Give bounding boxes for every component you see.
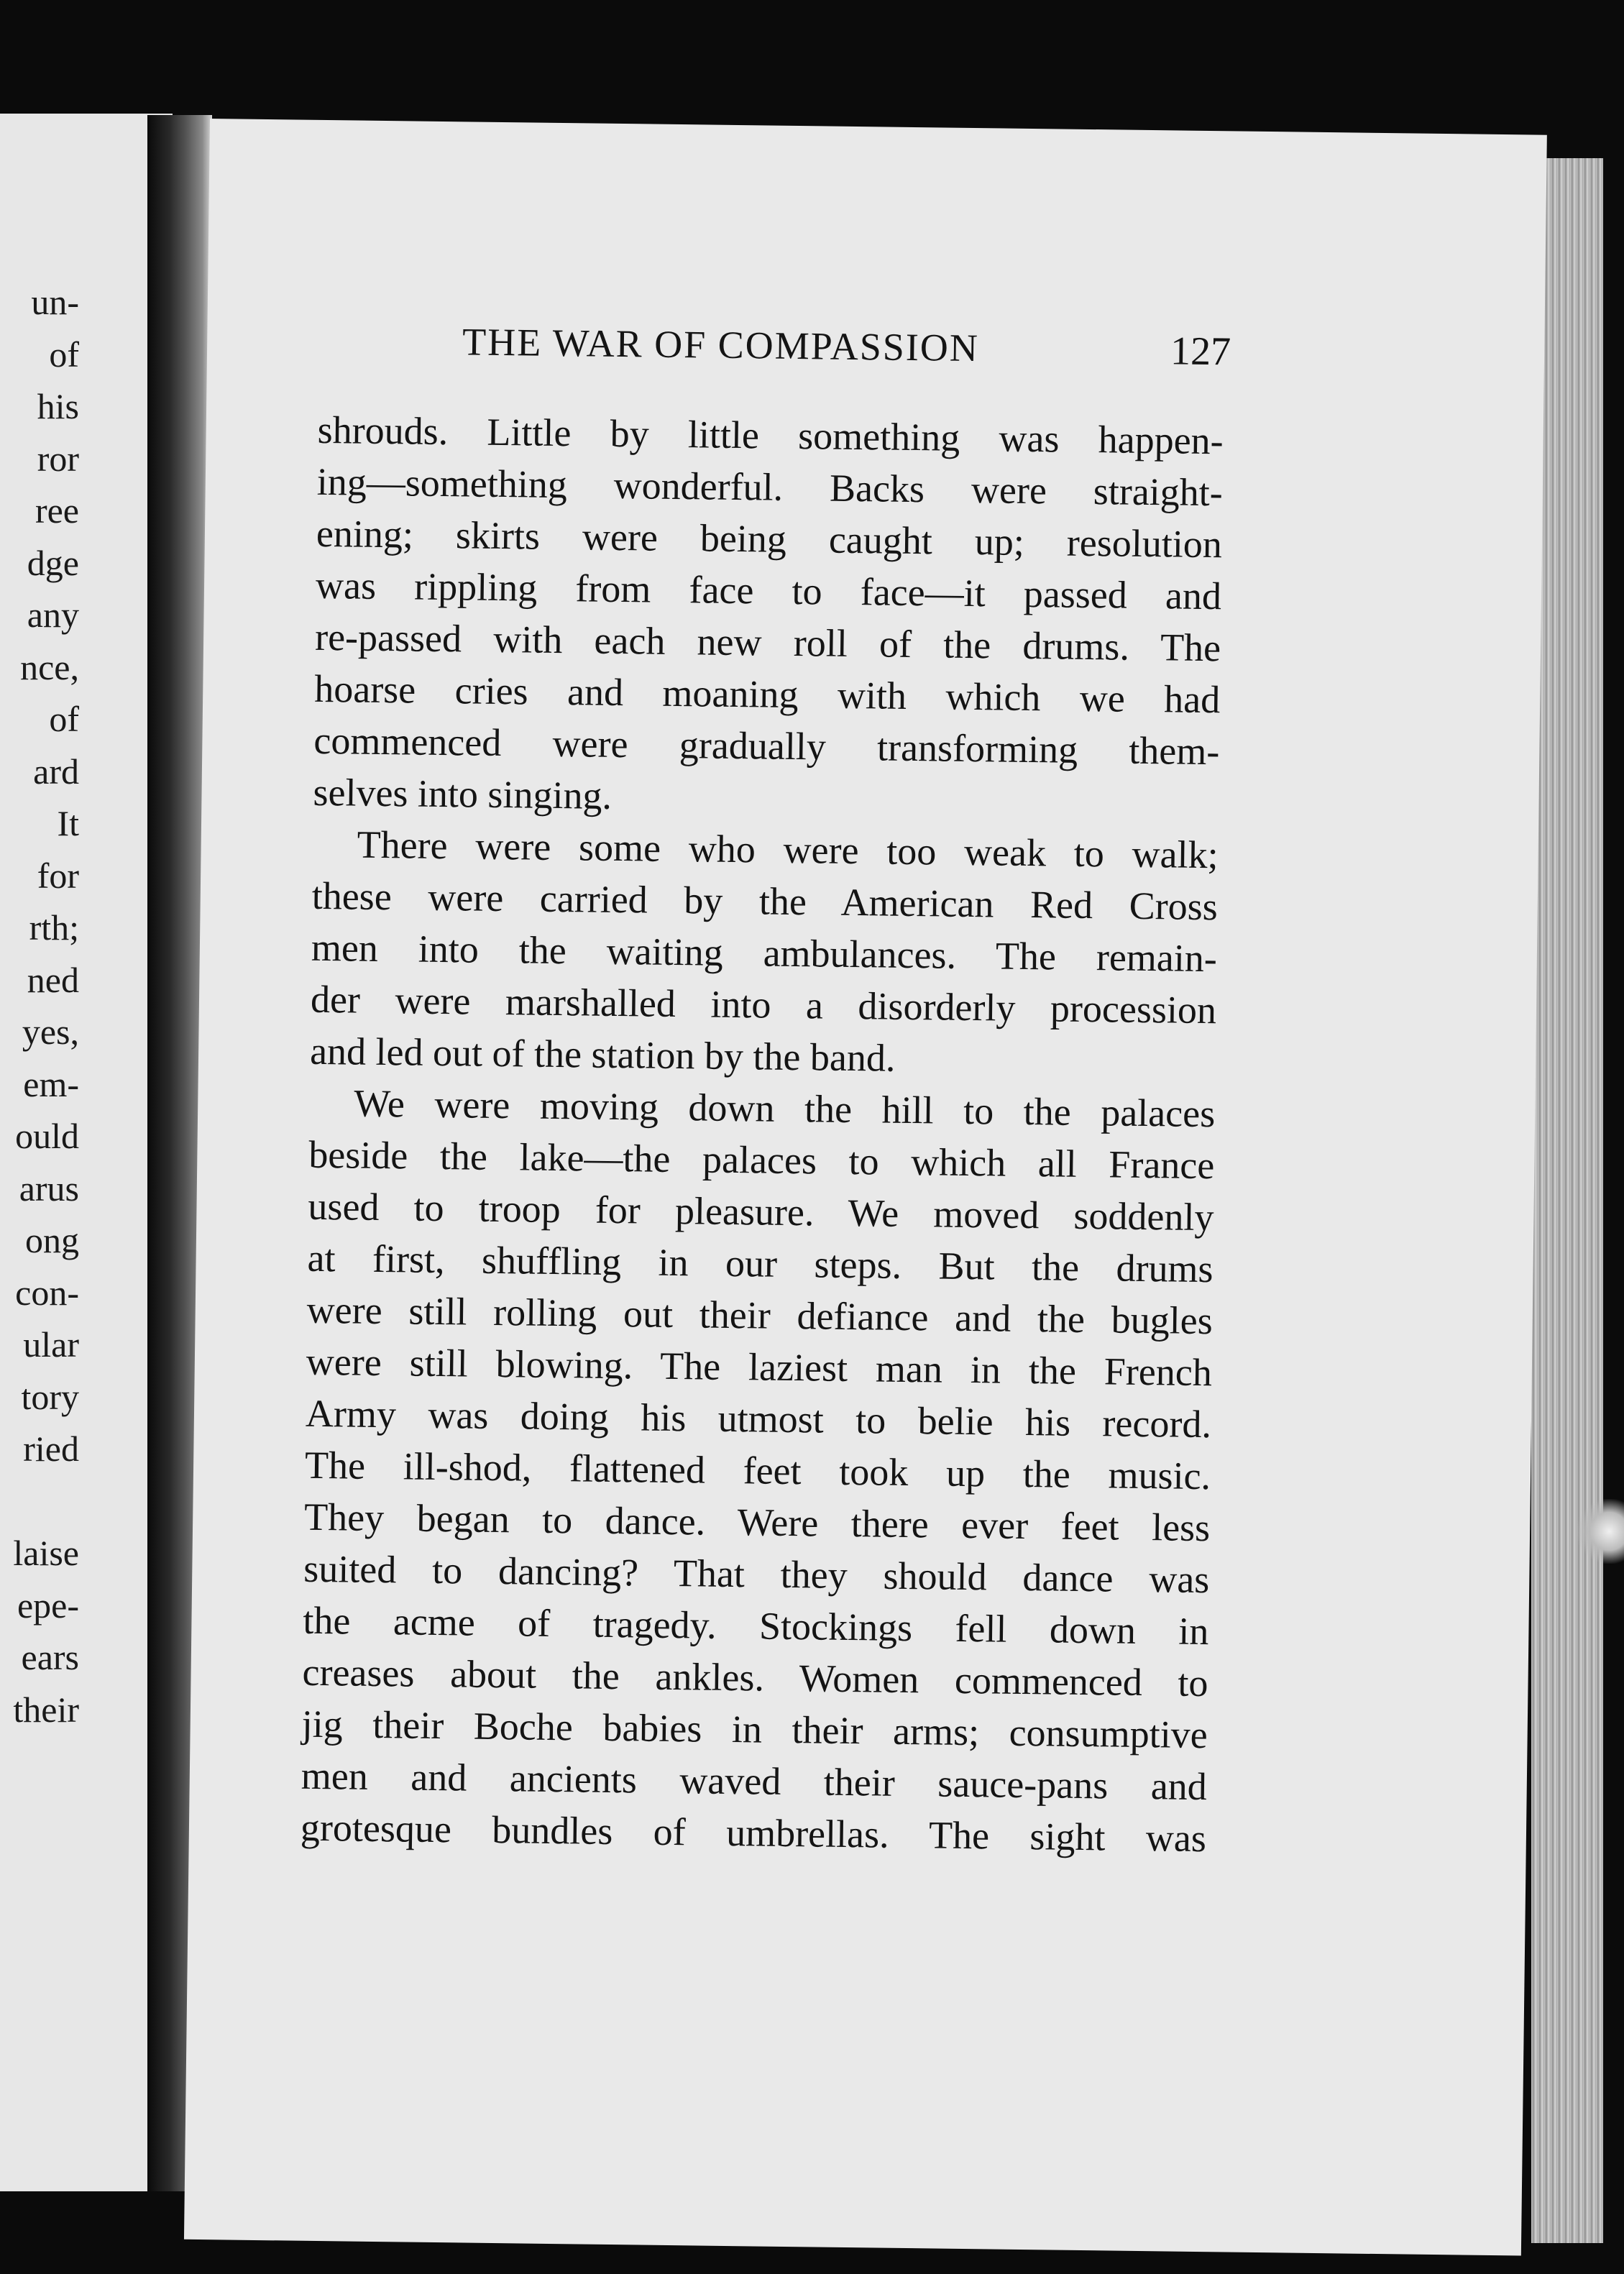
left-page-line: nce,: [20, 646, 79, 687]
text-line: commenced were gradually transforming them-: [313, 718, 1220, 774]
text-line: at first, shuffling in our steps. But the drums: [307, 1236, 1214, 1291]
body-text: [301, 404, 1224, 1864]
text-line: beside the lake—the palaces to which all France: [308, 1132, 1215, 1188]
scan-blot: [1574, 1499, 1624, 1564]
left-page-line: dge: [27, 542, 79, 583]
text-line: creases about the ankles. Women commenced to: [302, 1650, 1208, 1705]
paragraph: [313, 404, 1224, 829]
running-head: THE WAR OF COMPASSION: [462, 320, 980, 370]
text-line: jig their Boche babies in their arms; consumptive: [301, 1702, 1208, 1757]
left-page-line: rth;: [29, 907, 79, 948]
text-line: was rippling from face to face—it passed and: [315, 563, 1222, 618]
left-page-line: ned: [27, 959, 79, 1000]
text-line: used to troop for pleasure. We moved soddenly: [308, 1184, 1214, 1239]
left-page-line: con-: [15, 1272, 79, 1313]
left-page-line: ard: [33, 751, 79, 792]
left-page-line: ree: [35, 490, 79, 531]
text-line: ening; skirts were being caught up; resolution: [316, 511, 1223, 567]
text-line: The ill-shod, flattened feet took up the music.: [304, 1443, 1211, 1498]
left-page-line: laise: [13, 1533, 79, 1573]
paragraph: [310, 818, 1219, 1088]
left-page-line: any: [27, 595, 79, 635]
text-line: men and ancients waved their sauce-pans and: [301, 1753, 1208, 1809]
left-page-line: ould: [15, 1116, 79, 1156]
left-page-line: em-: [23, 1063, 79, 1104]
text-line: men into the waiting ambulances. The remain-: [311, 925, 1218, 981]
left-page-line: ears: [21, 1637, 79, 1677]
left-page-line: their: [13, 1689, 79, 1730]
left-page-line: ular: [23, 1324, 79, 1365]
text-line: were still blowing. The laziest man in the French: [306, 1339, 1213, 1395]
text-line: the acme of tragedy. Stockings fell down in: [303, 1598, 1209, 1654]
left-page-line: tory: [21, 1376, 79, 1417]
text-line: shrouds. Little by little something was happen-: [317, 408, 1224, 463]
left-page-line: arus: [19, 1168, 79, 1209]
text-line: hoarse cries and moaning with which we had: [313, 666, 1221, 722]
left-page-line: epe-: [17, 1585, 79, 1626]
left-page-line: ried: [23, 1429, 79, 1469]
text-line: They began to dance. Were there ever feet less: [303, 1495, 1211, 1550]
text-line: There were some who were too weak to walk;: [357, 822, 1219, 877]
left-page-line: yes,: [22, 1012, 79, 1052]
text-line: were still rolling out their defiance and the bugles: [306, 1288, 1214, 1343]
text-line: grotesque bundles of umbrellas. The sight was: [300, 1805, 1207, 1861]
book-page: [184, 119, 1547, 2256]
text-line: ing—something wonderful. Backs were straight-: [316, 459, 1224, 515]
left-page-fragment: [0, 114, 173, 2191]
paragraph: [301, 1077, 1216, 1864]
text-line: these were carried by the American Red Cross: [311, 874, 1219, 929]
text-line: and led out of the station by the band.: [309, 1029, 896, 1080]
left-page-line: his: [37, 386, 79, 426]
left-page-line: of: [49, 334, 79, 375]
left-page-line: ror: [37, 438, 79, 479]
text-line: Army was doing his utmost to belie his record.: [305, 1391, 1212, 1447]
text-line: selves into singing.: [313, 770, 613, 817]
text-line: re-passed with each new roll of the drums. The: [314, 615, 1221, 670]
left-page-line: un-: [31, 282, 79, 322]
left-page-line: ong: [25, 1220, 79, 1260]
left-page-line: for: [37, 855, 79, 896]
page-number: 127: [1170, 329, 1231, 375]
left-page-line: It: [57, 803, 79, 843]
text-line: suited to dancing? That they should dance was: [303, 1546, 1210, 1602]
text-line: We were moving down the hill to the palaces: [353, 1081, 1216, 1136]
text-line: der were marshalled into a disorderly procession: [310, 977, 1217, 1032]
left-page-line: of: [49, 699, 79, 739]
